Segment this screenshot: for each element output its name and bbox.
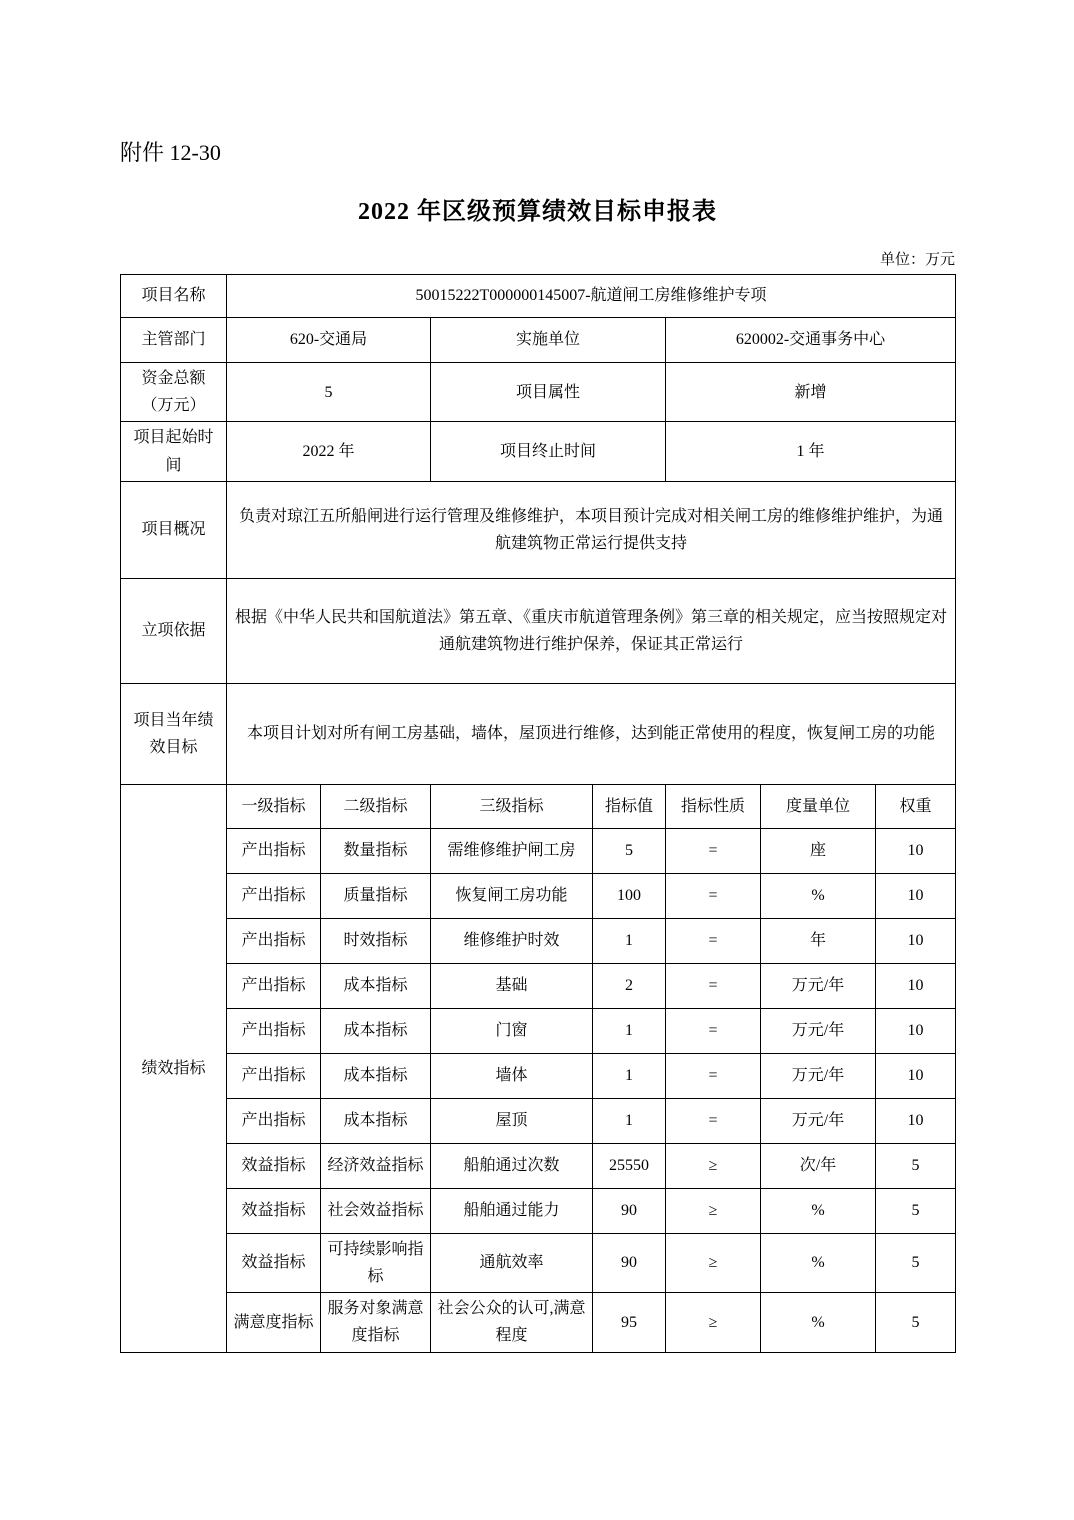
cell-level3: 需维修维护闸工房 (431, 828, 593, 873)
cell-weight: 10 (876, 1053, 956, 1098)
header-value: 指标值 (593, 784, 666, 828)
cell-nature: = (666, 1008, 761, 1053)
cell-level1: 产出指标 (227, 828, 321, 873)
start-time-value: 2022 年 (227, 422, 431, 481)
cell-level2: 成本指标 (321, 1008, 431, 1053)
cell-unit: 万元/年 (761, 1053, 876, 1098)
cell-level3: 社会公众的认可,满意程度 (431, 1293, 593, 1352)
cell-nature: = (666, 873, 761, 918)
cell-value: 90 (593, 1188, 666, 1233)
project-attribute-value: 新增 (666, 363, 956, 422)
project-name-value: 50015222T000000145007-航道闸工房维修维护专项 (227, 275, 956, 318)
cell-nature: = (666, 1053, 761, 1098)
project-name-label: 项目名称 (121, 275, 227, 318)
header-level1: 一级指标 (227, 784, 321, 828)
cell-unit: 年 (761, 918, 876, 963)
cell-value: 1 (593, 918, 666, 963)
indicator-row (121, 1293, 956, 1352)
department-value: 620-交通局 (227, 318, 431, 363)
cell-level3: 屋顶 (431, 1098, 593, 1143)
cell-level3: 墙体 (431, 1053, 593, 1098)
indicator-header-row (121, 784, 956, 828)
row-overview (121, 481, 956, 578)
row-total-fund (121, 363, 956, 422)
cell-level3: 恢复闸工房功能 (431, 873, 593, 918)
cell-level2: 经济效益指标 (321, 1143, 431, 1188)
document-content (120, 136, 955, 1353)
cell-nature: ≥ (666, 1143, 761, 1188)
indicator-row (121, 918, 956, 963)
header-weight: 权重 (876, 784, 956, 828)
overview-value: 负责对琼江五所船闸进行运行管理及维修维护，本项目预计完成对相关闸工房的维修维护维护，为通航建筑物正常运行提供支持 (227, 481, 956, 578)
budget-performance-table (120, 274, 956, 1353)
row-project-name (121, 275, 956, 318)
cell-weight: 10 (876, 828, 956, 873)
cell-unit: % (761, 873, 876, 918)
cell-weight: 5 (876, 1293, 956, 1352)
cell-weight: 10 (876, 1008, 956, 1053)
cell-level1: 产出指标 (227, 873, 321, 918)
project-attribute-label: 项目属性 (431, 363, 666, 422)
indicator-row (121, 828, 956, 873)
cell-unit: 万元/年 (761, 963, 876, 1008)
indicator-row (121, 1008, 956, 1053)
cell-value: 100 (593, 873, 666, 918)
indicator-row (121, 1233, 956, 1292)
implementing-unit-value: 620002-交通事务中心 (666, 318, 956, 363)
row-project-time (121, 422, 956, 481)
cell-nature: = (666, 828, 761, 873)
cell-level3: 门窗 (431, 1008, 593, 1053)
cell-level2: 成本指标 (321, 1098, 431, 1143)
cell-unit: % (761, 1293, 876, 1352)
indicator-row (121, 1143, 956, 1188)
cell-nature: = (666, 1098, 761, 1143)
indicator-row (121, 873, 956, 918)
implementing-unit-label: 实施单位 (431, 318, 666, 363)
cell-level2: 时效指标 (321, 918, 431, 963)
basis-label: 立项依据 (121, 578, 227, 683)
cell-weight: 5 (876, 1143, 956, 1188)
cell-value: 25550 (593, 1143, 666, 1188)
cell-unit: 座 (761, 828, 876, 873)
cell-value: 95 (593, 1293, 666, 1352)
indicator-row (121, 1053, 956, 1098)
cell-value: 2 (593, 963, 666, 1008)
cell-level1: 效益指标 (227, 1143, 321, 1188)
header-level2: 二级指标 (321, 784, 431, 828)
cell-nature: ≥ (666, 1293, 761, 1352)
page-title: 2022 年区级预算绩效目标申报表 (358, 199, 717, 225)
annual-goal-label: 项目当年绩效目标 (121, 683, 227, 784)
end-time-value: 1 年 (666, 422, 956, 481)
cell-level1: 产出指标 (227, 1053, 321, 1098)
cell-level2: 服务对象满意度指标 (321, 1293, 431, 1352)
overview-label: 项目概况 (121, 481, 227, 578)
cell-level1: 满意度指标 (227, 1293, 321, 1352)
cell-level1: 效益指标 (227, 1188, 321, 1233)
row-annual-goal (121, 683, 956, 784)
cell-value: 1 (593, 1008, 666, 1053)
total-fund-value: 5 (227, 363, 431, 422)
indicator-row (121, 963, 956, 1008)
annual-goal-value: 本项目计划对所有闸工房基础，墙体，屋顶进行维修，达到能正常使用的程度，恢复闸工房的功能 (227, 683, 956, 784)
cell-level2: 数量指标 (321, 828, 431, 873)
cell-unit: % (761, 1233, 876, 1292)
cell-unit: 次/年 (761, 1143, 876, 1188)
end-time-label: 项目终止时间 (431, 422, 666, 481)
cell-level2: 社会效益指标 (321, 1188, 431, 1233)
cell-level3: 船舶通过次数 (431, 1143, 593, 1188)
cell-level3: 通航效率 (431, 1233, 593, 1292)
cell-unit: 万元/年 (761, 1098, 876, 1143)
cell-unit: % (761, 1188, 876, 1233)
cell-level1: 产出指标 (227, 1008, 321, 1053)
cell-weight: 5 (876, 1188, 956, 1233)
cell-level1: 产出指标 (227, 918, 321, 963)
cell-weight: 10 (876, 963, 956, 1008)
cell-value: 5 (593, 828, 666, 873)
unit-note: 单位：万元 (879, 252, 955, 268)
cell-nature: ≥ (666, 1188, 761, 1233)
cell-level3: 基础 (431, 963, 593, 1008)
cell-level2: 成本指标 (321, 963, 431, 1008)
cell-nature: = (666, 918, 761, 963)
cell-unit: 万元/年 (761, 1008, 876, 1053)
row-basis (121, 578, 956, 683)
cell-level1: 产出指标 (227, 1098, 321, 1143)
cell-weight: 10 (876, 873, 956, 918)
cell-level2: 成本指标 (321, 1053, 431, 1098)
cell-level1: 效益指标 (227, 1233, 321, 1292)
basis-value: 根据《中华人民共和国航道法》第五章、《重庆市航道管理条例》第三章的相关规定，应当按照规定对通航建筑物进行维护保养，保证其正常运行 (227, 578, 956, 683)
cell-weight: 10 (876, 918, 956, 963)
attachment-label: 附件 12-30 (120, 140, 221, 165)
indicator-row (121, 1188, 956, 1233)
header-unit: 度量单位 (761, 784, 876, 828)
cell-level2: 可持续影响指标 (321, 1233, 431, 1292)
header-level3: 三级指标 (431, 784, 593, 828)
cell-value: 1 (593, 1098, 666, 1143)
indicator-row (121, 1098, 956, 1143)
cell-level2: 质量指标 (321, 873, 431, 918)
total-fund-label: 资金总额（万元） (121, 363, 227, 422)
department-label: 主管部门 (121, 318, 227, 363)
cell-level3: 维修维护时效 (431, 918, 593, 963)
cell-value: 90 (593, 1233, 666, 1292)
cell-nature: = (666, 963, 761, 1008)
performance-section-label: 绩效指标 (121, 784, 227, 1352)
cell-level3: 船舶通过能力 (431, 1188, 593, 1233)
start-time-label: 项目起始时间 (121, 422, 227, 481)
header-nature: 指标性质 (666, 784, 761, 828)
row-department (121, 318, 956, 363)
cell-level1: 产出指标 (227, 963, 321, 1008)
cell-value: 1 (593, 1053, 666, 1098)
cell-weight: 5 (876, 1233, 956, 1292)
cell-weight: 10 (876, 1098, 956, 1143)
cell-nature: ≥ (666, 1233, 761, 1292)
